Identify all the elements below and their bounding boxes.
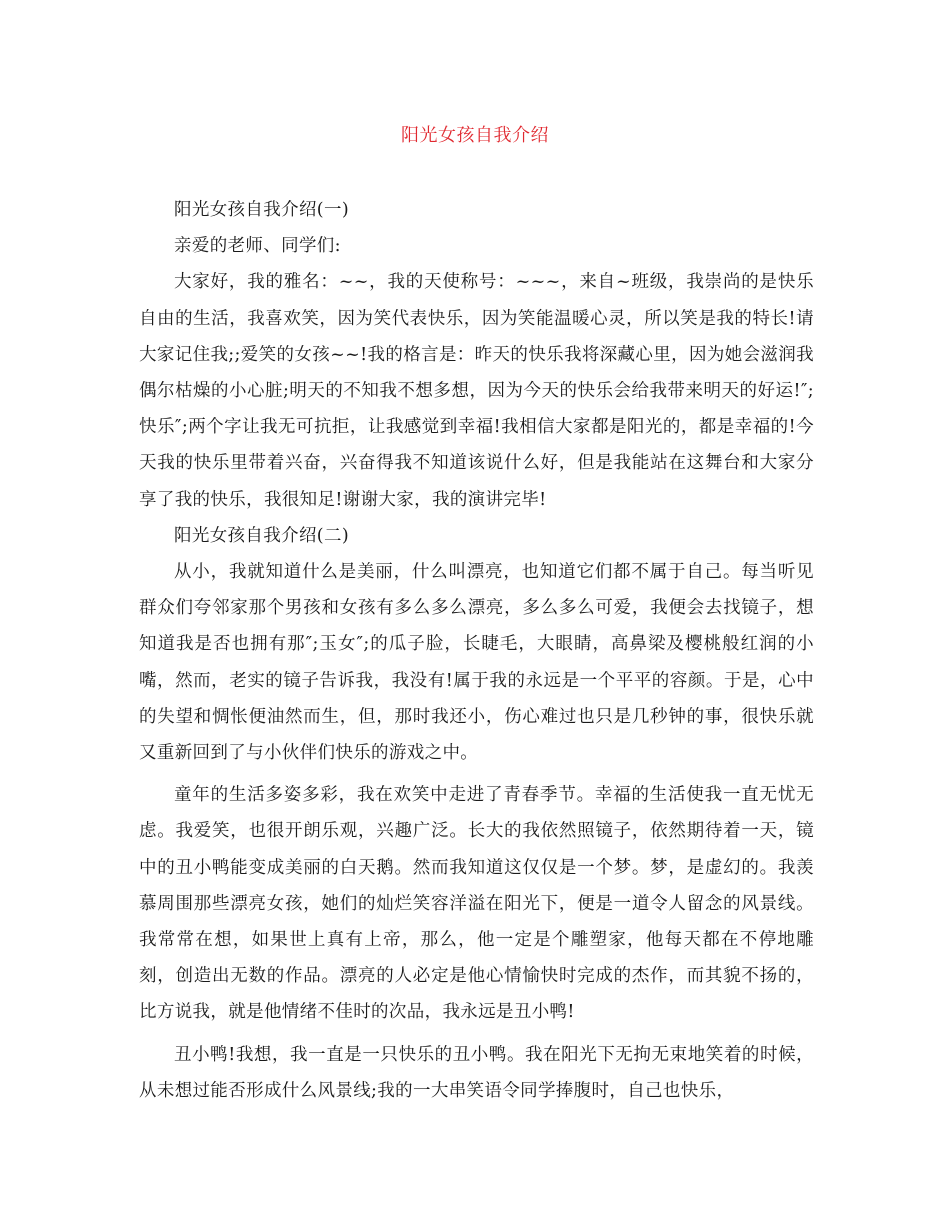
paragraph: 大家好，我的雅名：~~，我的天使称号：~~~，来自~班级，我崇尚的是快乐自由的生活，我喜欢笑，因为笑代表快乐，因为笑能温暖心灵，所以笑是我的特长!请大家记住我;;爱笑的女孩~~!我的格言是：昨天的快乐我将深藏心里，因为她会滋润我偶尔枯燥的小心脏;明天的不知我不想多想，因为今天的快乐会给我带来明天的好运!″;快乐″;两个字让我无可抗拒，让我感觉到幸福!我相信大家都是阳光的，都是幸福的!今天我的快乐里带着兴奋，兴奋得我不知道该说什么好，但是我能站在这舞台和大家分享了我的快乐，我很知足!谢谢大家，我的演讲完毕! bbox=[139, 272, 814, 510]
document-body bbox=[139, 192, 814, 1109]
section-heading-2: 阳光女孩自我介绍(二) bbox=[174, 525, 350, 546]
document-title: 阳光女孩自我介绍 bbox=[401, 125, 549, 146]
salutation: 亲爱的老师、同学们: bbox=[174, 236, 341, 257]
paragraph: 丑小鸭!我想，我一直是一只快乐的丑小鸭。我在阳光下无拘无束地笑着的时候，从未想过能否形成什么风景线;我的一大串笑语令同学捧腹时，自己也快乐， bbox=[139, 1044, 814, 1101]
paragraph: 从小，我就知道什么是美丽，什么叫漂亮，也知道它们都不属于自己。每当听见群众们夸邻家那个男孩和女孩有多么多么漂亮，多么多么可爱，我便会去找镜子，想知道我是否也拥有那″;玉女″;的瓜子脸，长睫毛，大眼睛，高鼻梁及樱桃般红润的小嘴，然而，老实的镜子告诉我，我没有!属于我的永远是一个平平的容颜。于是，心中的失望和惆怅便油然而生，但，那时我还小，伤心难过也只是几秒钟的事，很快乐就又重新回到了与小伙伴们快乐的游戏之中。 bbox=[139, 562, 814, 764]
paragraph: 童年的生活多姿多彩，我在欢笑中走进了青春季节。幸福的生活使我一直无忧无虑。我爱笑，也很开朗乐观，兴趣广泛。长大的我依然照镜子，依然期待着一天，镜中的丑小鸭能变成美丽的白天鹅。然而我知道这仅仅是一个梦。梦，是虚幻的。我羡慕周围那些漂亮女孩，她们的灿烂笑容洋溢在阳光下，便是一道令人留念的风景线。我常常在想，如果世上真有上帝，那么，他一定是个雕塑家，他每天都在不停地雕刻，创造出无数的作品。漂亮的人必定是他心情愉快时完成的杰作，而其貌不扬的，比方说我，就是他情绪不佳时的次品，我永远是丑小鸭! bbox=[139, 785, 814, 1023]
section-heading-1: 阳光女孩自我介绍(一) bbox=[174, 200, 350, 220]
